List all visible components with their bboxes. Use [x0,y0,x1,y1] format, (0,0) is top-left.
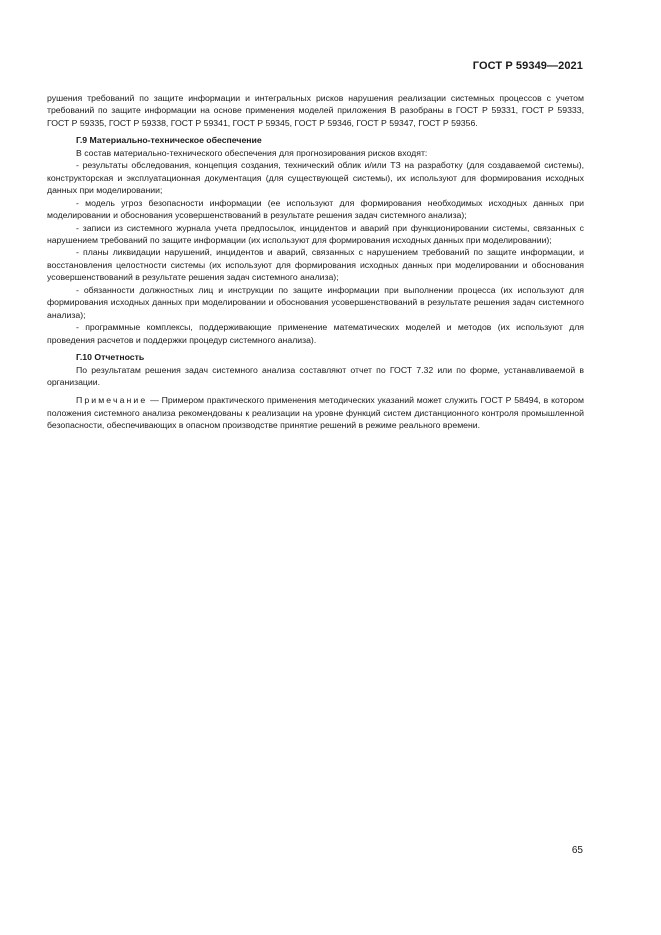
note-label: Примечание [76,395,148,406]
list-item: - результаты обследования, концепция создания, технический облик и/или ТЗ на разработку (для создаваемой системы), конструкторская и эксплуатационная документация (для существующей системы), их используют для формирования исходных данных при моделировании; [47,160,584,196]
page-content [47,92,584,432]
intro-paragraph: рушения требований по защите информации и интегральных рисков нарушения реализации системных процессов с учетом требований по защите информации на основе применения моделей приложения В разобраны в ГОСТ Р 59331, ГОСТ Р 59333, ГОСТ Р 59335, ГОСТ Р 59338, ГОСТ Р 59341, ГОСТ Р 59345, ГОСТ Р 59346, ГОСТ Р 59347, ГОСТ Р 59356. [47,93,584,128]
note-text: — Примером практического применения методических указаний может служить ГОСТ Р 58494, в котором положения системного анализа рекомендованы к реализации на уровне функций систем дистанционного контроля промышленной безопасности, обеспечивающих в опасном производстве принятие решений в режиме реального времени. [47,395,584,431]
document-code: ГОСТ Р 59349—2021 [472,60,583,72]
section-g10-heading: Г.10 Отчетность [76,352,145,363]
note-paragraph [47,394,584,431]
section-g9-heading: Г.9 Материально-техническое обеспечение [76,135,262,146]
list-item: - планы ликвидации нарушений, инцидентов и аварий, связанных с нарушением требований по защите информации, и восстановления целостности системы (их используют для формирования исходных данных при моделировании и обоснования усовершенствований в результате решения задач системного анализа); [47,247,584,283]
list-item: - записи из системного журнала учета предпосылок, инцидентов и аварий при функционировании системы, связанных с нарушением требований по защите информации (их используют для формирования исходных данных при моделировании); [47,222,584,245]
list-item: - модель угроз безопасности информации (ее используют для формирования необходимых исходных данных при моделировании и обоснования усовершенствований в результате решения задач системного анализа); [47,197,584,221]
list-item: - программные комплексы, поддерживающие применение математических моделей и методов (их используют для проведения расчетов и поддержки процедур системного анализа). [47,322,584,345]
list-item: - обязанности должностных лиц и инструкции по защите информации при выполнении процесса (их используют для формирования исходных данных при моделировании и обоснования усовершенствований в результате решения задач системного анализа); [47,284,584,320]
section-g10-text: По результатам решения задач системного анализа составляют отчет по ГОСТ 7.32 или по форме, устанавливаемой в организации. [47,364,584,387]
section-g9-lead: В состав материально-технического обеспечения для прогнозирования рисков входят: [76,147,428,158]
page-number: 65 [571,845,583,856]
